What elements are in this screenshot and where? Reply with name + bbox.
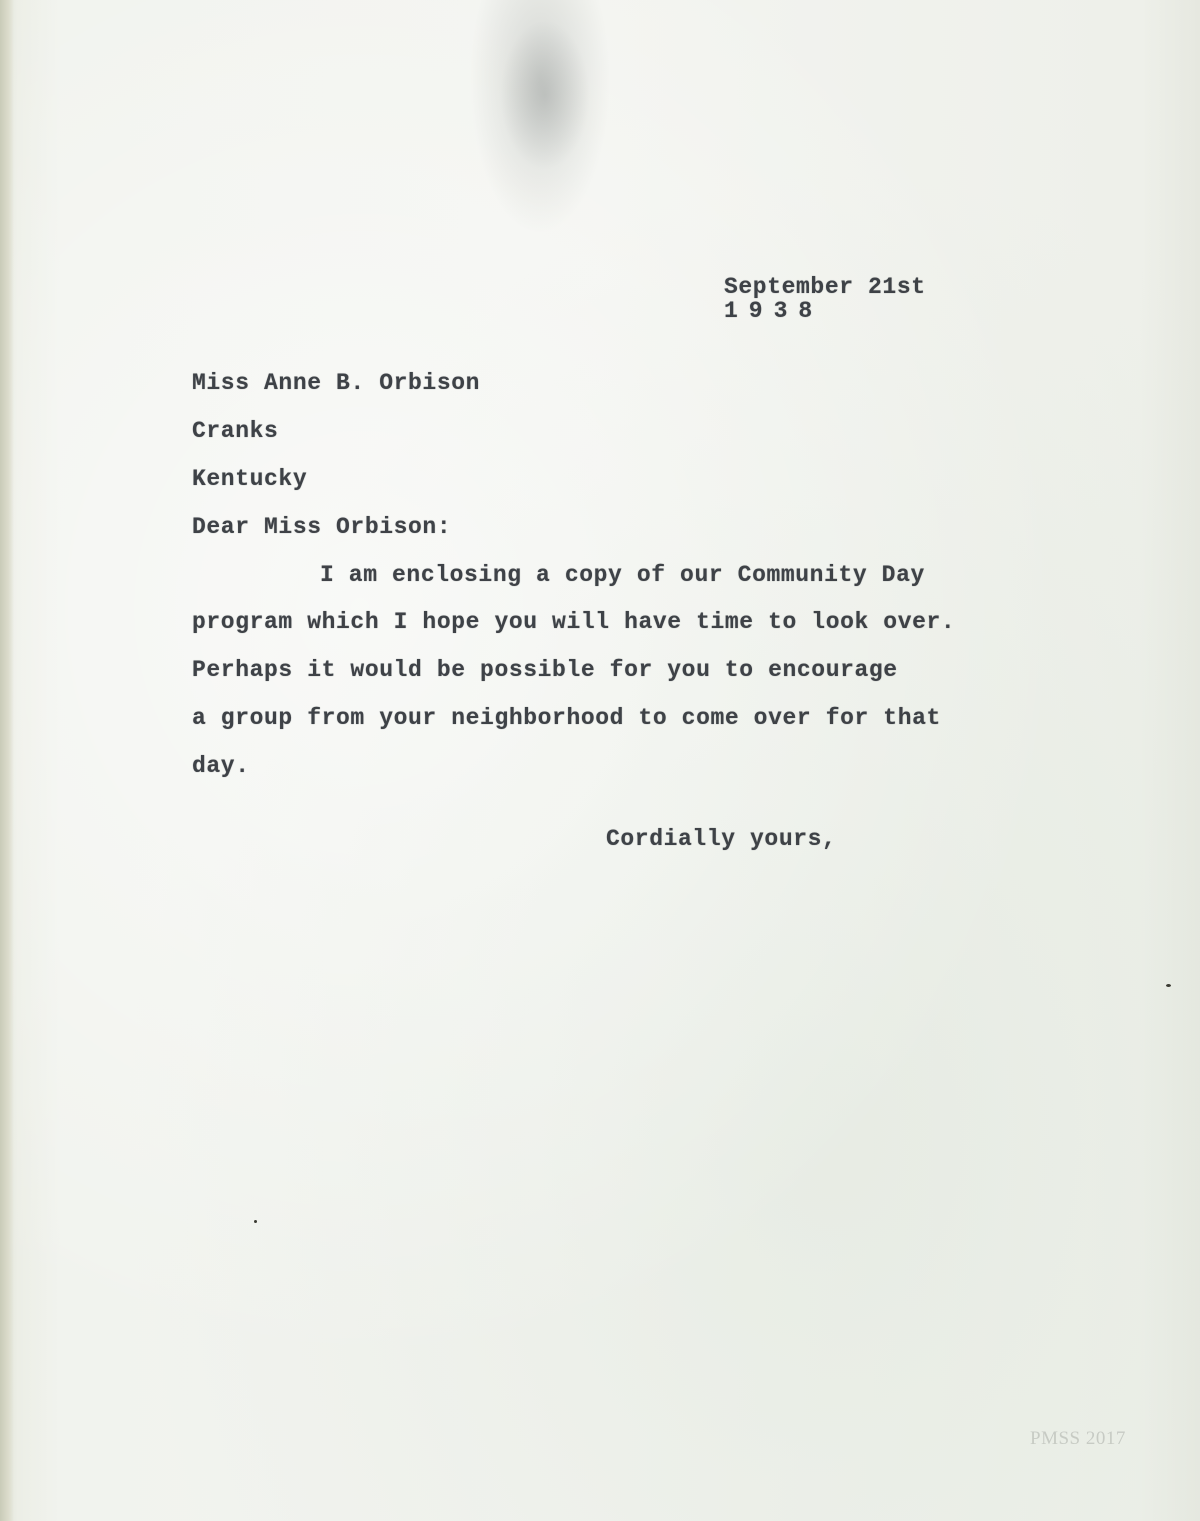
paper-smudge xyxy=(500,20,590,170)
closing: Cordially yours, xyxy=(606,826,837,852)
recipient-place: Cranks xyxy=(192,418,279,444)
body-line: day. xyxy=(192,753,250,779)
salutation: Dear Miss Orbison: xyxy=(192,514,452,540)
ink-speck xyxy=(254,1220,257,1223)
archive-watermark: PMSS 2017 xyxy=(1030,1428,1126,1449)
body-line: a group from your neighborhood to come over for that xyxy=(192,705,941,731)
body-line: program which I hope you will have time to look over. xyxy=(192,609,956,635)
ink-speck xyxy=(1166,984,1171,987)
recipient-name: Miss Anne B. Orbison xyxy=(192,370,481,396)
letter-year: 1938 xyxy=(724,298,824,324)
recipient-state: Kentucky xyxy=(192,466,308,492)
paper-edge xyxy=(0,0,14,1521)
body-line: I am enclosing a copy of our Community Day xyxy=(320,562,925,588)
letter-date: September 21st xyxy=(724,274,926,300)
body-line: Perhaps it would be possible for you to encourage xyxy=(192,657,898,683)
